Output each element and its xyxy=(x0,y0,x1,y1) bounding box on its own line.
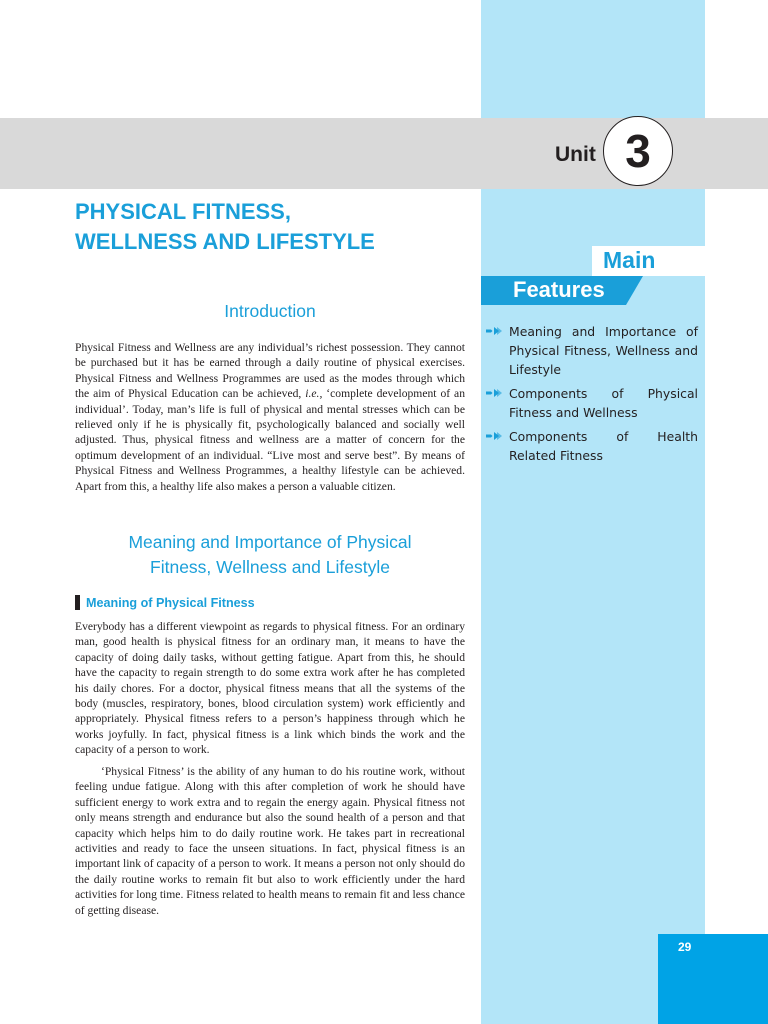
introduction-italic-ie: i.e., xyxy=(305,387,323,401)
section-heading xyxy=(75,530,465,580)
double-arrow-bullet-icon xyxy=(486,388,502,398)
chapter-title-line-2: WELLNESS AND LIFESTYLE xyxy=(75,229,375,254)
subsection-heading xyxy=(75,595,255,610)
body-paragraph-1: Everybody has a different viewpoint as regards to physical fitness. For an ordinary man, good health is physical fitness for an ordinary man, it means to have the capacity of doing daily tasks, without getting fatigue. Apart from this, he should have the capacity to regain strength to do some extra work after he has completed his daily chores. For a doctor, physical fitness means that all the systems of the body (muscles, respiratory, bones, blood circulation system) work efficiently and appropriately. Physical fitness refers to a person’s happiness through which he works joyfully. In fact, physical fitness is a link which binds the work and the capacity of a person to work. xyxy=(75,620,465,757)
main-label: Main xyxy=(603,247,656,273)
introduction-text-part-2: ‘complete development of an individual’. Today, man’s life is full of physical and mental stresses which can be relieved only if he is physically fit, psychologically balanced and socially well adjusted. Thus, physical fitness and wellness are a matter of concern for the optimum development of an individual. “Live most and serve best”. By means of Physical Fitness and Wellness Programmes, a healthy lifestyle can be achieved. Apart from this, a healthy life also makes a person a valuable citizen. xyxy=(75,387,466,493)
introduction-text-part-1: Physical Fitness and Wellness are any individual’s richest possession. They cannot be purchased but it has be earned through a daily routine of physical exercises. Physical Fitness and Wellness Programmes are used as the modes through which the aim of Physical Education can be achieved, xyxy=(75,341,465,401)
subsection-heading-text: Meaning of Physical Fitness xyxy=(86,595,255,610)
chapter-title xyxy=(75,197,375,257)
body-paragraph-2: ‘Physical Fitness’ is the ability of any human to do his routine work, without feeling undue fatigue. Along with this after completion of work he should have sufficient energy to work extra and to regain the energy again. Physical fitness not only means strength and endurance but also the sound health of a person and that capacity which helps him to do daily routine work. He takes part in recreational activities and ready to face the unseen situations. In fact, physical fitness is an important link of capacity of a person to work. It means a person not only should do the daily routine works to remain fit but also to work efficiently under the hard activities for long time. Fitness related to health means to remain fit and less chance of getting disease. xyxy=(75,765,465,917)
unit-number-badge: 3 xyxy=(603,116,673,186)
section-heading-line-2: Fitness, Wellness and Lifestyle xyxy=(150,557,390,577)
feature-item-text: Components of Physical Fitness and Wellness xyxy=(509,386,698,420)
page-number-box xyxy=(658,934,768,1024)
double-arrow-bullet-icon xyxy=(486,326,502,336)
heading-marker-bar xyxy=(75,595,80,610)
features-label: Features xyxy=(513,277,605,302)
main-features-list xyxy=(486,322,698,470)
feature-item xyxy=(486,322,698,379)
introduction-paragraph xyxy=(75,340,465,494)
feature-item-text: Meaning and Importance of Physical Fitness, Wellness and Lifestyle xyxy=(509,324,698,377)
feature-item-text: Components of Health Related Fitness xyxy=(509,429,698,463)
double-arrow-bullet-icon xyxy=(486,431,502,441)
page-number: 29 xyxy=(678,940,692,954)
introduction-heading: Introduction xyxy=(224,301,316,321)
chapter-title-line-1: PHYSICAL FITNESS, xyxy=(75,199,291,224)
unit-label: Unit xyxy=(555,143,596,166)
feature-item xyxy=(486,384,698,422)
feature-item xyxy=(486,427,698,465)
section-heading-line-1: Meaning and Importance of Physical xyxy=(128,532,412,552)
